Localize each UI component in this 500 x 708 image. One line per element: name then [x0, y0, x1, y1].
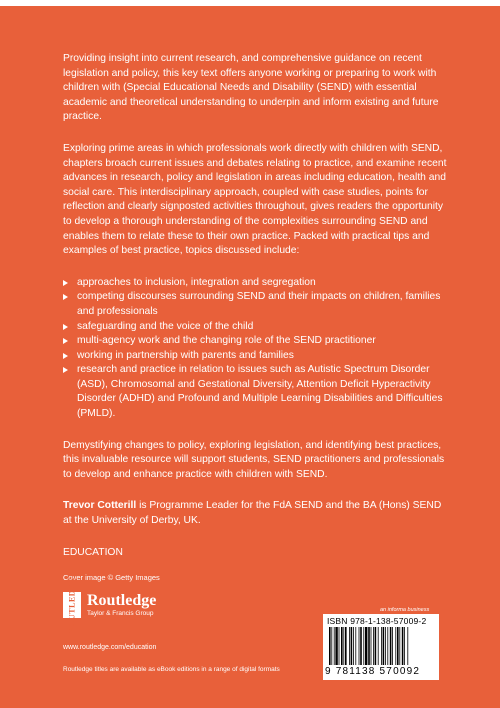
bullet-icon: [63, 324, 68, 330]
bullet-icon: [63, 280, 68, 286]
bullet-icon: [63, 338, 68, 344]
closing-paragraph: Demystifying changes to policy, exploring legislation, and identifying best practices, this invaluable resource will support students, SEND practitioners and professionals to develop and enhance practice with children with SEND.: [63, 439, 445, 480]
intro-paragraph: Providing insight into current research, and comprehensive guidance on recent legislation and policy, this key text offers anyone working or preparing to work with children with (Special Educational Needs and Disability (SEND) with essential academic and theoretical understanding to underpin and inform existing and future practice.: [63, 53, 439, 123]
publisher-group: Taylor & Francis Group: [87, 609, 154, 617]
list-item: research and practice in relation to issues such as Autistic Spectrum Disorder (ASD), Chromosomal and Gestational Diversity, Attention Deficit Hyperactivity Disorder (ADHD) and Profound and Multiple Learning Disabilities and Difficulties (PMLD).: [63, 363, 448, 421]
author-name: Trevor Cotterill: [63, 500, 137, 512]
list-item: multi-agency work and the changing role of the SEND practitioner: [63, 334, 448, 349]
topics-list: [63, 276, 448, 422]
author-bio-text: is Programme Leader for the FdA SEND and the BA (Hons) SEND at the University of Derby, UK.: [63, 500, 442, 527]
publisher-website: www.routledge.com/education: [63, 644, 157, 651]
list-item: safeguarding and the voice of the child: [63, 320, 448, 335]
list-item: competing discourses surrounding SEND and their impacts on children, families and professionals: [63, 290, 448, 319]
imprint-note: an informa business: [380, 607, 430, 613]
isbn-label: ISBN 978-1-138-57009-2: [327, 616, 427, 626]
publisher-name: Routledge: [87, 591, 157, 609]
author-bio: [63, 499, 448, 528]
bullet-icon: [63, 367, 68, 373]
back-cover-text: [63, 52, 448, 586]
description-paragraph: Exploring prime areas in which professionals work directly with children with SEND, chapters broach current issues and debates relating to practice, and examine recent advances in research, policy and legislation in areas including education, health and social care. This interdisciplinary approach, coupled with case studies, points for reflection and clearly signposted activities throughout, gives readers the opportunity to develop a thorough understanding of the complexities surrounding SEND and enables them to relate these to their own practice. Packed with practical tips and examples of best practice, topics discussed include:: [63, 142, 447, 257]
cover-credit: Cover image © Getty Images: [63, 573, 160, 583]
list-item: approaches to inclusion, integration and segregation: [63, 276, 448, 291]
barcode: [323, 614, 439, 680]
barcode-bars-icon: [327, 627, 435, 665]
bullet-icon: [63, 353, 68, 359]
routledge-mark-icon: ROUTLEDGE: [63, 592, 81, 618]
barcode-number: 9 781138 570092: [325, 666, 421, 677]
list-item: working in partnership with parents and families: [63, 349, 448, 364]
top-strip: [0, 0, 500, 30]
subject-category: EDUCATION: [63, 546, 123, 558]
bullet-icon: [63, 294, 68, 300]
ebook-note: Routledge titles are available as eBook editions in a range of digital formats: [63, 666, 280, 673]
